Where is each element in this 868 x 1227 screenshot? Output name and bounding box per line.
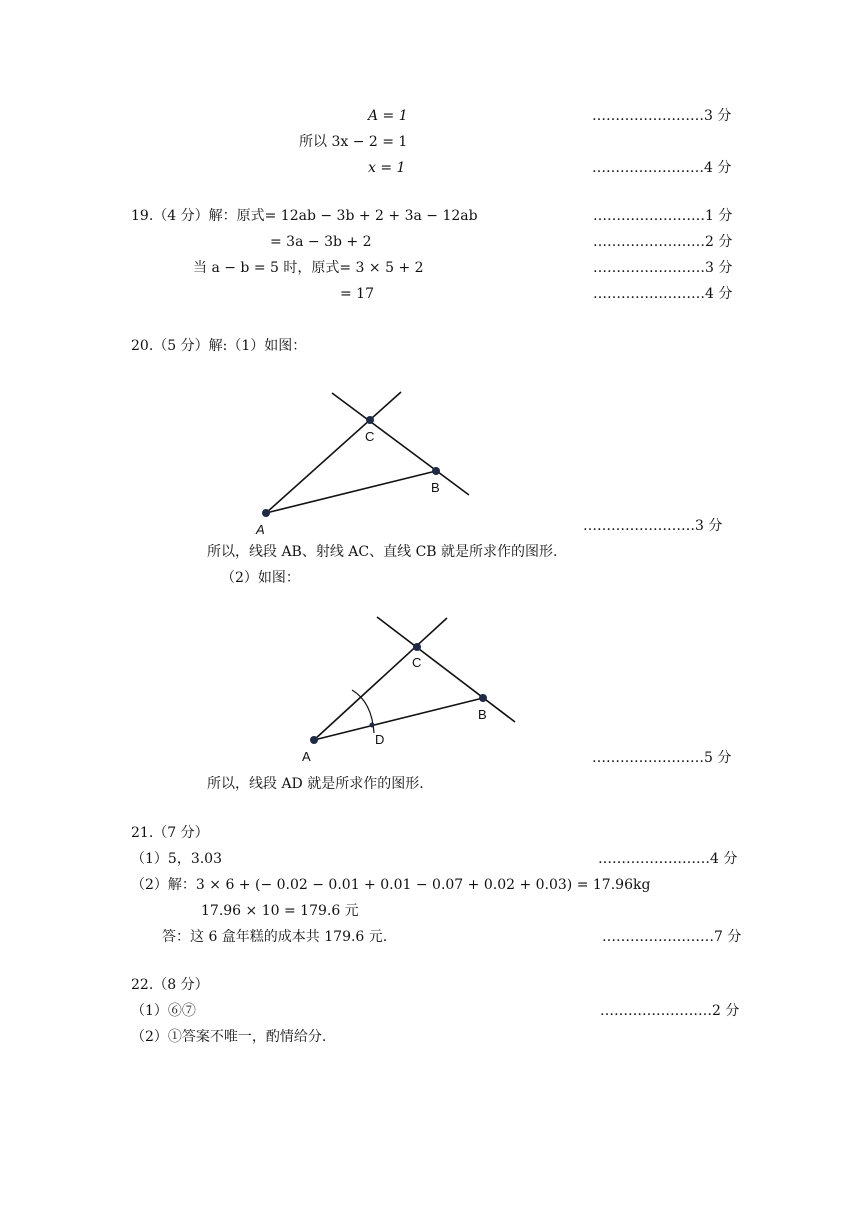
q20-conclusion1: 所以，线段 AB、射线 AC、直线 CB 就是所求作的图形.: [207, 544, 558, 560]
q19-line2: = 3a − 3b + 2: [270, 234, 372, 250]
point-d: [370, 723, 375, 728]
q21-heading: 21.（7 分）: [131, 825, 209, 841]
q21-part2b: 17.96 × 10 = 179.6 元: [201, 903, 359, 919]
label-c: C: [365, 429, 375, 444]
point-b: [479, 694, 487, 702]
q18-score-4: ……………………4 分: [592, 160, 732, 176]
q22-part1: （1）⑥⑦: [131, 1003, 196, 1019]
q21-score-7: ……………………7 分: [602, 929, 742, 945]
q21-answer: 答：这 6 盒年糕的成本共 179.6 元.: [162, 929, 388, 945]
label-b: B: [478, 707, 487, 722]
label-a: A: [302, 749, 311, 764]
q19-score-1: ……………………1 分: [593, 208, 733, 224]
q22-score-2: ……………………2 分: [600, 1003, 740, 1019]
q19-line4: = 17: [340, 286, 374, 302]
label-d: D: [375, 732, 385, 747]
q20-conclusion2: 所以，线段 AD 就是所求作的图形.: [207, 776, 424, 792]
q19-line3: 当 a − b = 5 时，原式= 3 × 5 + 2: [193, 260, 424, 276]
label-c: C: [412, 655, 422, 670]
q20-score-3: ……………………3 分: [583, 518, 723, 534]
point-a: [310, 736, 318, 744]
q19-line1: 19.（4 分）解：原式= 12ab − 3b + 2 + 3a − 12ab: [131, 208, 478, 224]
line-cb: [377, 617, 515, 722]
point-c: [413, 643, 421, 651]
q21-part1: （1）5，3.03: [131, 851, 222, 867]
q21-part2: （2）解：3 × 6 + (− 0.02 − 0.01 + 0.01 − 0.07 + 0.02 + 0.03) = 17.96kg: [131, 877, 651, 893]
q19-score-3: ……………………3 分: [593, 260, 733, 276]
segment-ab: [314, 698, 483, 740]
ray-ac: [314, 618, 447, 740]
q20-score-5: ……………………5 分: [592, 750, 732, 766]
label-b: B: [431, 480, 440, 495]
q18-score-3: ……………………3 分: [592, 108, 732, 124]
q18-line3: x = 1: [368, 160, 406, 176]
q21-score-4: ……………………4 分: [598, 851, 738, 867]
q20-part2: （2）如图：: [221, 570, 300, 586]
q19-score-4: ……………………4 分: [593, 286, 733, 302]
q19-score-2: ……………………2 分: [593, 234, 733, 250]
q22-heading: 22.（8 分）: [131, 977, 209, 993]
q18-line2: 所以 3x − 2 = 1: [299, 134, 408, 150]
label-a: A: [256, 522, 265, 537]
q20-heading: 20.（5 分）解:（1）如图：: [131, 338, 307, 354]
q18-line1: A = 1: [368, 108, 408, 124]
q22-part2: （2）①答案不唯一，酌情给分.: [131, 1029, 327, 1045]
